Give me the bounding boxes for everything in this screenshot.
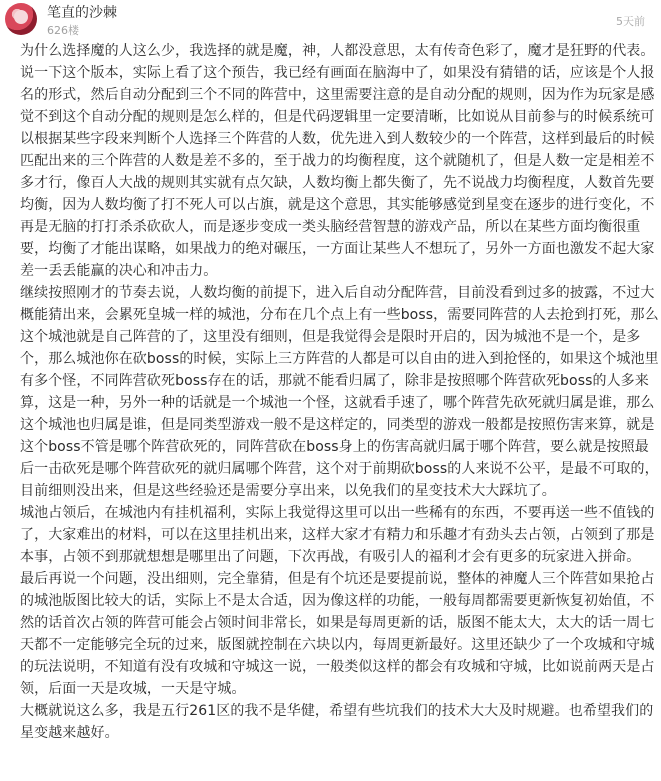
post-paragraph: 说一下这个版本，实际上看了这个预告，我已经有画面在脑海中了，如果没有猜错的话，应该是个人报名的形式，然后自动分配到三个不同的阵营中，这里需要注意的是自动分配的规则，因为作为玩家是感觉不到这个自动分配的规则是怎么样的，但是代码逻辑里一定要清晰，比如说从目前参与的时候系统可以根据某些字段来判断个人选择三个阵营的人数，优先进入到人数较少的一个阵营，这样到最后的时候匹配出来的三个阵营的人数是差不多的，至于战力的均衡程度，这个就随机了，但是人数一定是相差不多才行，像百人大战的规则其实就有点欠缺，人数均衡上都失衡了，先不说战力均衡程度，人数首先要均衡，因为人数均衡了打不死人可以占旗，就是这个意思，其实能够感觉到星变在逐步的进行变化，不再是无脑的打打杀杀砍砍人，而是逐步变成一类头脑经营智慧的游戏产品，所以在某些方面均衡很重要，均衡了才能出谋略，如果战力的绝对碾压，一方面让某些人不想玩了，另外一方面也激发不起大家差一丢丢能赢的决心和冲击力。 bbox=[20, 65, 655, 279]
avatar[interactable] bbox=[5, 3, 37, 35]
post-paragraph: 最后再说一个问题，没出细则，完全靠猜，但是有个坑还是要提前说，整体的神魔人三个阵营如果抢占的城池版图比较大的话，实际上不是太合适，因为像这样的功能，一般每周都需要更新恢复初始值，不然的话首次占领的阵营可能会占领时间非常长，如果是每周更新的话，版图不能太大，太大的话一周七天都不一定能够完全玩的过来，版图就控制在六块以内，每周更新最好。这里还缺少了一个攻城和守城的玩法说明，不知道有没有攻城和守城这一说，一般类似这样的都会有攻城和守城，比如说前两天是占领，后面一天是攻城，一天是守城。 bbox=[20, 571, 655, 697]
post-body bbox=[20, 40, 660, 744]
floor-number: 626楼 bbox=[47, 24, 79, 37]
post-paragraph: 城池占领后，在城池内有挂机福利，实际上我觉得这里可以出一些稀有的东西，不要再送一些不值钱的了，大家难出的材料，可以在这里挂机出来，这样大家才有精力和乐趣才有劲头去占领，占领到了那是本事，占领不到那就想想是哪里出了问题，下次再战，有吸引人的福利才会有更多的玩家进入拼命。 bbox=[20, 505, 655, 565]
avatar-face bbox=[14, 10, 28, 24]
post-paragraph: 继续按照刚才的节奏去说，人数均衡的前提下，进入后自动分配阵营，目前没看到过多的披露，不过大概能猜出来，会累死皇城一样的城池，分布在几个点上有一些boss，需要同阵营的人去抢到打死，那么这个城池就是自己阵营的了，这里没有细则，但是我觉得会是限时开启的，因为城池不是一个，是多个，那么城池你在砍boss的时候，实际上三方阵营的人都是可以自由的进入到抢怪的，如果这个城池里有多个怪，不同阵营砍死boss存在的话，那就不能看归属了，除非是按照哪个阵营砍死boss的人多来算，这是一种，另外一种的话就是一个城池一个怪，这就看手速了，哪个阵营先砍死就归属是谁，那么这个城池也归属是谁，但是同类型游戏一般不是这样定的，同类型的游戏一般都是按照伤害来算，就是这个boss不管是哪个阵营砍死的，同阵营砍在boss身上的伤害高就归属于哪个阵营，要么就是按照最后一击砍死是哪个阵营砍死的就归属哪个阵营，这个对于前期砍boss的人来说不公平，是最不可取的，目前细则没出来，但是这些经验还是需要分享出来，以免我们的星变技术大大踩坑了。 bbox=[20, 285, 659, 499]
post-paragraph: 大概就说这么多，我是五行261区的我不是华健，希望有些坑我们的技术大大及时规避。也希望我们的星变越来越好。 bbox=[20, 703, 654, 741]
username[interactable]: 笔直的沙棘 bbox=[47, 5, 117, 21]
post-header bbox=[0, 0, 661, 44]
post-time: 5天前 bbox=[616, 15, 645, 28]
post-paragraph: 为什么选择魔的人这么少，我选择的就是魔，神，人都没意思，太有传奇色彩了，魔才是狂野的代表。 bbox=[20, 43, 655, 59]
